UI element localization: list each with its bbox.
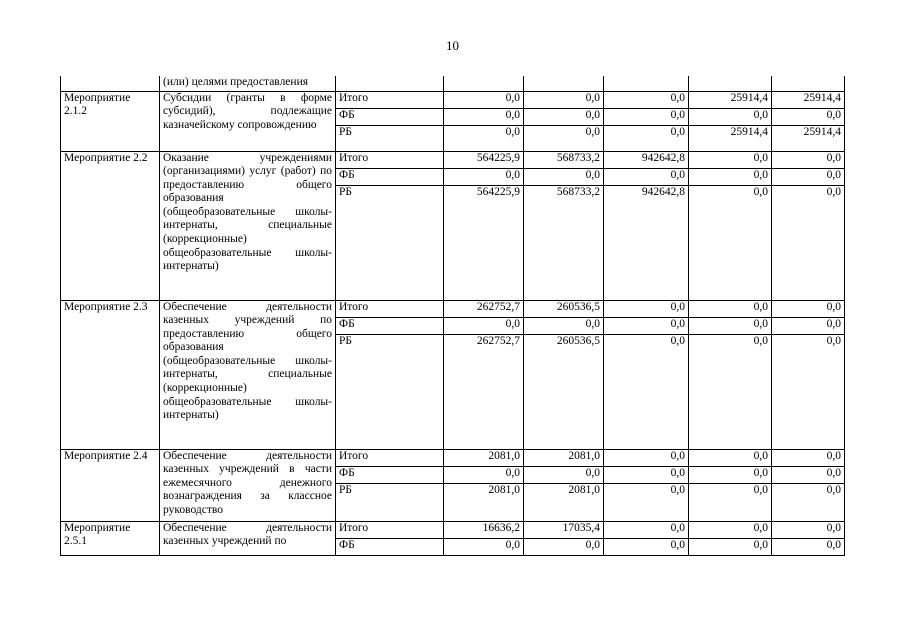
name-cell (61, 76, 160, 91)
measure-name-cell: Мероприятие 2.2 (61, 151, 160, 300)
amount-cell: 0,0 (689, 538, 772, 555)
amount-cell: 17035,4 (524, 521, 604, 538)
amount-cell: 0,0 (772, 151, 845, 168)
funding-source-cell: Итого (336, 521, 444, 538)
amount-cell: 0,0 (444, 108, 524, 125)
measure-name-cell: Мероприятие 2.1.2 (61, 91, 160, 151)
measure-description-cell: Субсидии (гранты в форме субсидий), подлежащие казначейскому сопровождению (160, 91, 336, 151)
funding-source-cell: ФБ (336, 168, 444, 185)
amount-cell: 0,0 (604, 483, 689, 521)
amount-cell: 262752,7 (444, 334, 524, 449)
amount-cell: 0,0 (772, 300, 845, 317)
funding-source-cell: ФБ (336, 538, 444, 555)
table-row-continuation (61, 76, 845, 91)
table-row (61, 151, 845, 168)
amount-cell: 568733,2 (524, 151, 604, 168)
amount-cell: 0,0 (772, 521, 845, 538)
amount-cell: 0,0 (524, 466, 604, 483)
amount-cell: 0,0 (689, 168, 772, 185)
budget-table (60, 76, 845, 556)
amount-cell: 0,0 (689, 185, 772, 300)
amount-cell: 0,0 (524, 91, 604, 108)
description-cell: (или) целями предоставления (160, 76, 336, 91)
funding-source-cell: РБ (336, 185, 444, 300)
measure-name-cell: Мероприятие 2.5.1 (61, 521, 160, 555)
amount-cell: 942642,8 (604, 151, 689, 168)
amount-cell: 942642,8 (604, 185, 689, 300)
table-row (61, 300, 845, 317)
funding-source-cell: РБ (336, 125, 444, 151)
value-cell (772, 76, 845, 91)
amount-cell: 2081,0 (444, 449, 524, 466)
amount-cell: 0,0 (604, 449, 689, 466)
amount-cell: 0,0 (772, 168, 845, 185)
funding-source-cell: ФБ (336, 317, 444, 334)
funding-source-cell: Итого (336, 300, 444, 317)
amount-cell: 2081,0 (524, 483, 604, 521)
amount-cell: 564225,9 (444, 151, 524, 168)
value-cell (444, 76, 524, 91)
funding-source-cell: Итого (336, 449, 444, 466)
amount-cell: 0,0 (689, 108, 772, 125)
amount-cell: 0,0 (524, 317, 604, 334)
amount-cell: 25914,4 (689, 125, 772, 151)
amount-cell: 0,0 (689, 521, 772, 538)
amount-cell: 0,0 (604, 168, 689, 185)
amount-cell: 25914,4 (689, 91, 772, 108)
amount-cell: 16636,2 (444, 521, 524, 538)
amount-cell: 0,0 (772, 538, 845, 555)
table-row (61, 91, 845, 108)
amount-cell: 0,0 (604, 108, 689, 125)
amount-cell: 2081,0 (524, 449, 604, 466)
measure-name-cell: Мероприятие 2.3 (61, 300, 160, 449)
amount-cell: 0,0 (524, 538, 604, 555)
measure-description-cell: Обеспечение деятельности казенных учреждений в части ежемесячного денежного вознаграждения за классное руководство (160, 449, 336, 521)
source-cell (336, 76, 444, 91)
amount-cell: 0,0 (772, 483, 845, 521)
amount-cell: 0,0 (689, 334, 772, 449)
measure-description-cell: Обеспечение деятельности казенных учреждений по (160, 521, 336, 555)
page-number: 10 (446, 38, 459, 53)
funding-source-cell: РБ (336, 334, 444, 449)
measure-description-cell: Обеспечение деятельности казенных учреждений по предоставлению общего образования (общеобразовательные школы-интернаты, специальные (коррекционные) общеобразовательные школы-интернаты) (160, 300, 336, 449)
amount-cell: 0,0 (524, 108, 604, 125)
amount-cell: 0,0 (604, 538, 689, 555)
amount-cell: 0,0 (444, 317, 524, 334)
amount-cell: 0,0 (689, 300, 772, 317)
amount-cell: 0,0 (604, 466, 689, 483)
amount-cell: 25914,4 (772, 125, 845, 151)
amount-cell: 0,0 (772, 466, 845, 483)
amount-cell: 0,0 (524, 125, 604, 151)
amount-cell: 0,0 (772, 334, 845, 449)
amount-cell: 0,0 (772, 185, 845, 300)
amount-cell: 0,0 (444, 538, 524, 555)
funding-source-cell: РБ (336, 483, 444, 521)
amount-cell: 0,0 (689, 151, 772, 168)
amount-cell: 0,0 (604, 91, 689, 108)
amount-cell: 0,0 (689, 317, 772, 334)
amount-cell: 0,0 (689, 449, 772, 466)
amount-cell: 0,0 (772, 317, 845, 334)
amount-cell: 2081,0 (444, 483, 524, 521)
amount-cell: 262752,7 (444, 300, 524, 317)
amount-cell: 0,0 (604, 317, 689, 334)
table-row (61, 521, 845, 538)
amount-cell: 25914,4 (772, 91, 845, 108)
amount-cell: 0,0 (524, 168, 604, 185)
value-cell (524, 76, 604, 91)
amount-cell: 0,0 (604, 300, 689, 317)
funding-source-cell: ФБ (336, 108, 444, 125)
amount-cell: 0,0 (772, 108, 845, 125)
amount-cell: 0,0 (444, 168, 524, 185)
amount-cell: 0,0 (444, 125, 524, 151)
amount-cell: 260536,5 (524, 300, 604, 317)
measure-name-cell: Мероприятие 2.4 (61, 449, 160, 521)
amount-cell: 568733,2 (524, 185, 604, 300)
amount-cell: 260536,5 (524, 334, 604, 449)
amount-cell: 0,0 (604, 334, 689, 449)
amount-cell: 0,0 (444, 466, 524, 483)
table-row (61, 449, 845, 466)
funding-source-cell: Итого (336, 91, 444, 108)
value-cell (689, 76, 772, 91)
amount-cell: 564225,9 (444, 185, 524, 300)
amount-cell: 0,0 (689, 483, 772, 521)
amount-cell: 0,0 (772, 449, 845, 466)
amount-cell: 0,0 (604, 521, 689, 538)
amount-cell: 0,0 (689, 466, 772, 483)
amount-cell: 0,0 (604, 125, 689, 151)
measure-description-cell: Оказание учреждениями (организациями) услуг (работ) по предоставлению общего образования (общеобразовательные школы-интернаты, специальные (коррекционные) общеобразовательные школы-интернаты) (160, 151, 336, 300)
funding-source-cell: ФБ (336, 466, 444, 483)
amount-cell: 0,0 (444, 91, 524, 108)
value-cell (604, 76, 689, 91)
funding-source-cell: Итого (336, 151, 444, 168)
